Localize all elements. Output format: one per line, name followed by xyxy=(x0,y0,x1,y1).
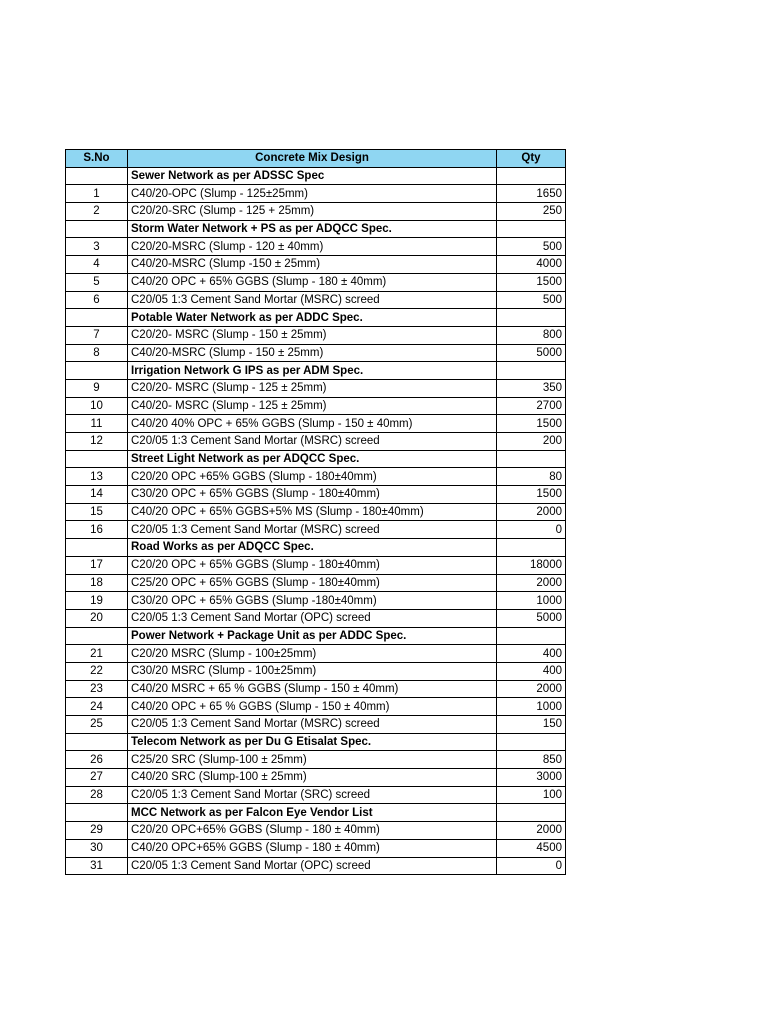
mix-design-cell: C40/20 SRC (Slump-100 ± 25mm) xyxy=(128,769,497,787)
qty-cell xyxy=(497,539,566,557)
table-row xyxy=(66,433,566,451)
table-row xyxy=(66,822,566,840)
mix-design-cell: C20/05 1:3 Cement Sand Mortar (MSRC) screed xyxy=(128,291,497,309)
sno-cell: 23 xyxy=(66,680,128,698)
qty-cell: 250 xyxy=(497,203,566,221)
sno-cell xyxy=(66,627,128,645)
section-title-cell: Potable Water Network as per ADDC Spec. xyxy=(128,309,497,327)
qty-cell: 1500 xyxy=(497,486,566,504)
section-row xyxy=(66,733,566,751)
sno-cell: 5 xyxy=(66,273,128,291)
table-header xyxy=(66,150,566,168)
mix-design-cell: C20/05 1:3 Cement Sand Mortar (MSRC) screed xyxy=(128,716,497,734)
sno-cell: 31 xyxy=(66,857,128,875)
table-row xyxy=(66,698,566,716)
mix-design-cell: C20/20 OPC+65% GGBS (Slump - 180 ± 40mm) xyxy=(128,822,497,840)
table-row xyxy=(66,786,566,804)
mix-design-cell: C40/20 40% OPC + 65% GGBS (Slump - 150 ± 40mm) xyxy=(128,415,497,433)
mix-design-cell: C40/20 OPC + 65% GGBS+5% MS (Slump - 180±40mm) xyxy=(128,503,497,521)
qty-cell xyxy=(497,167,566,185)
table-row xyxy=(66,503,566,521)
mix-design-cell: C25/20 SRC (Slump-100 ± 25mm) xyxy=(128,751,497,769)
table-row xyxy=(66,609,566,627)
table-row xyxy=(66,645,566,663)
qty-cell: 5000 xyxy=(497,344,566,362)
mix-design-cell: C20/20 OPC +65% GGBS (Slump - 180±40mm) xyxy=(128,468,497,486)
table-row xyxy=(66,397,566,415)
qty-cell: 1000 xyxy=(497,592,566,610)
qty-cell xyxy=(497,362,566,380)
mix-design-cell: C30/20 OPC + 65% GGBS (Slump -180±40mm) xyxy=(128,592,497,610)
table-row xyxy=(66,185,566,203)
table-row xyxy=(66,521,566,539)
section-title-cell: Storm Water Network + PS as per ADQCC Spec. xyxy=(128,220,497,238)
section-row xyxy=(66,220,566,238)
sno-cell: 29 xyxy=(66,822,128,840)
table-row xyxy=(66,344,566,362)
sno-cell: 15 xyxy=(66,503,128,521)
table-row xyxy=(66,769,566,787)
sno-cell: 8 xyxy=(66,344,128,362)
qty-cell: 4000 xyxy=(497,256,566,274)
sno-cell: 28 xyxy=(66,786,128,804)
sno-cell: 30 xyxy=(66,839,128,857)
header-qty: Qty xyxy=(497,150,566,168)
sno-cell: 27 xyxy=(66,769,128,787)
section-row xyxy=(66,450,566,468)
mix-design-cell: C20/20-MSRC (Slump - 120 ± 40mm) xyxy=(128,238,497,256)
qty-cell: 200 xyxy=(497,433,566,451)
mix-design-cell: C40/20 MSRC + 65 % GGBS (Slump - 150 ± 40mm) xyxy=(128,680,497,698)
table-row xyxy=(66,662,566,680)
mix-design-cell: C40/20 OPC + 65 % GGBS (Slump - 150 ± 40mm) xyxy=(128,698,497,716)
sno-cell xyxy=(66,450,128,468)
mix-design-cell: C30/20 MSRC (Slump - 100±25mm) xyxy=(128,662,497,680)
table-row xyxy=(66,379,566,397)
section-row xyxy=(66,167,566,185)
mix-design-cell: C20/20 OPC + 65% GGBS (Slump - 180±40mm) xyxy=(128,556,497,574)
mix-design-cell: C20/05 1:3 Cement Sand Mortar (SRC) screed xyxy=(128,786,497,804)
qty-cell: 800 xyxy=(497,326,566,344)
sno-cell: 21 xyxy=(66,645,128,663)
sno-cell: 12 xyxy=(66,433,128,451)
qty-cell: 400 xyxy=(497,662,566,680)
table-row xyxy=(66,326,566,344)
table-body xyxy=(66,167,566,875)
qty-cell: 0 xyxy=(497,857,566,875)
sno-cell: 13 xyxy=(66,468,128,486)
sno-cell: 9 xyxy=(66,379,128,397)
sno-cell: 25 xyxy=(66,716,128,734)
mix-design-cell: C20/20- MSRC (Slump - 125 ± 25mm) xyxy=(128,379,497,397)
section-row xyxy=(66,539,566,557)
sno-cell: 20 xyxy=(66,609,128,627)
qty-cell: 80 xyxy=(497,468,566,486)
mix-design-cell: C20/05 1:3 Cement Sand Mortar (OPC) screed xyxy=(128,609,497,627)
sno-cell: 16 xyxy=(66,521,128,539)
table-row xyxy=(66,839,566,857)
sno-cell xyxy=(66,167,128,185)
mix-design-cell: C40/20 OPC+65% GGBS (Slump - 180 ± 40mm) xyxy=(128,839,497,857)
mix-design-cell: C40/20 OPC + 65% GGBS (Slump - 180 ± 40mm) xyxy=(128,273,497,291)
qty-cell: 3000 xyxy=(497,769,566,787)
sno-cell: 2 xyxy=(66,203,128,221)
sno-cell xyxy=(66,362,128,380)
table-row xyxy=(66,716,566,734)
sno-cell: 1 xyxy=(66,185,128,203)
table-row xyxy=(66,291,566,309)
table-row xyxy=(66,574,566,592)
concrete-mix-table xyxy=(65,149,566,875)
qty-cell: 2000 xyxy=(497,822,566,840)
sno-cell: 19 xyxy=(66,592,128,610)
header-sno: S.No xyxy=(66,150,128,168)
sno-cell: 14 xyxy=(66,486,128,504)
sno-cell xyxy=(66,804,128,822)
sno-cell: 6 xyxy=(66,291,128,309)
qty-cell: 2000 xyxy=(497,680,566,698)
sno-cell: 4 xyxy=(66,256,128,274)
section-title-cell: Street Light Network as per ADQCC Spec. xyxy=(128,450,497,468)
table-row xyxy=(66,680,566,698)
qty-cell: 1650 xyxy=(497,185,566,203)
section-title-cell: Road Works as per ADQCC Spec. xyxy=(128,539,497,557)
qty-cell: 0 xyxy=(497,521,566,539)
mix-design-cell: C20/05 1:3 Cement Sand Mortar (OPC) screed xyxy=(128,857,497,875)
table-row xyxy=(66,592,566,610)
table-row xyxy=(66,486,566,504)
qty-cell: 2700 xyxy=(497,397,566,415)
sno-cell: 11 xyxy=(66,415,128,433)
qty-cell: 500 xyxy=(497,291,566,309)
qty-cell: 2000 xyxy=(497,574,566,592)
qty-cell: 150 xyxy=(497,716,566,734)
qty-cell: 400 xyxy=(497,645,566,663)
qty-cell: 1500 xyxy=(497,273,566,291)
qty-cell: 1000 xyxy=(497,698,566,716)
mix-design-cell: C20/05 1:3 Cement Sand Mortar (MSRC) screed xyxy=(128,521,497,539)
table-row xyxy=(66,751,566,769)
table-row xyxy=(66,468,566,486)
sno-cell xyxy=(66,220,128,238)
table-row xyxy=(66,238,566,256)
sno-cell xyxy=(66,733,128,751)
section-title-cell: Telecom Network as per Du G Etisalat Spec. xyxy=(128,733,497,751)
qty-cell: 350 xyxy=(497,379,566,397)
sno-cell: 24 xyxy=(66,698,128,716)
table-row xyxy=(66,203,566,221)
section-row xyxy=(66,309,566,327)
sno-cell: 18 xyxy=(66,574,128,592)
sno-cell: 3 xyxy=(66,238,128,256)
table-row xyxy=(66,273,566,291)
qty-cell: 4500 xyxy=(497,839,566,857)
table-row xyxy=(66,556,566,574)
qty-cell: 5000 xyxy=(497,609,566,627)
mix-design-cell: C20/20 MSRC (Slump - 100±25mm) xyxy=(128,645,497,663)
mix-design-cell: C20/05 1:3 Cement Sand Mortar (MSRC) screed xyxy=(128,433,497,451)
mix-design-cell: C25/20 OPC + 65% GGBS (Slump - 180±40mm) xyxy=(128,574,497,592)
mix-design-cell: C20/20-SRC (Slump - 125 + 25mm) xyxy=(128,203,497,221)
header-concrete-mix-design: Concrete Mix Design xyxy=(128,150,497,168)
qty-cell xyxy=(497,450,566,468)
table-row xyxy=(66,857,566,875)
section-row xyxy=(66,627,566,645)
qty-cell xyxy=(497,220,566,238)
qty-cell xyxy=(497,627,566,645)
qty-cell: 500 xyxy=(497,238,566,256)
sno-cell: 22 xyxy=(66,662,128,680)
qty-cell: 100 xyxy=(497,786,566,804)
section-title-cell: Sewer Network as per ADSSC Spec xyxy=(128,167,497,185)
section-title-cell: Power Network + Package Unit as per ADDC Spec. xyxy=(128,627,497,645)
mix-design-cell: C40/20-MSRC (Slump - 150 ± 25mm) xyxy=(128,344,497,362)
mix-design-cell: C30/20 OPC + 65% GGBS (Slump - 180±40mm) xyxy=(128,486,497,504)
sno-cell xyxy=(66,539,128,557)
qty-cell xyxy=(497,733,566,751)
section-title-cell: MCC Network as per Falcon Eye Vendor List xyxy=(128,804,497,822)
qty-cell xyxy=(497,804,566,822)
sno-cell: 10 xyxy=(66,397,128,415)
qty-cell: 1500 xyxy=(497,415,566,433)
section-row xyxy=(66,362,566,380)
sno-cell: 26 xyxy=(66,751,128,769)
sno-cell xyxy=(66,309,128,327)
qty-cell xyxy=(497,309,566,327)
section-row xyxy=(66,804,566,822)
mix-design-cell: C40/20-OPC (Slump - 125±25mm) xyxy=(128,185,497,203)
table-row xyxy=(66,256,566,274)
header-row xyxy=(66,150,566,168)
qty-cell: 850 xyxy=(497,751,566,769)
mix-design-cell: C20/20- MSRC (Slump - 150 ± 25mm) xyxy=(128,326,497,344)
section-title-cell: Irrigation Network G IPS as per ADM Spec. xyxy=(128,362,497,380)
mix-design-cell: C40/20- MSRC (Slump - 125 ± 25mm) xyxy=(128,397,497,415)
qty-cell: 18000 xyxy=(497,556,566,574)
table-row xyxy=(66,415,566,433)
sno-cell: 17 xyxy=(66,556,128,574)
qty-cell: 2000 xyxy=(497,503,566,521)
sno-cell: 7 xyxy=(66,326,128,344)
mix-design-cell: C40/20-MSRC (Slump -150 ± 25mm) xyxy=(128,256,497,274)
